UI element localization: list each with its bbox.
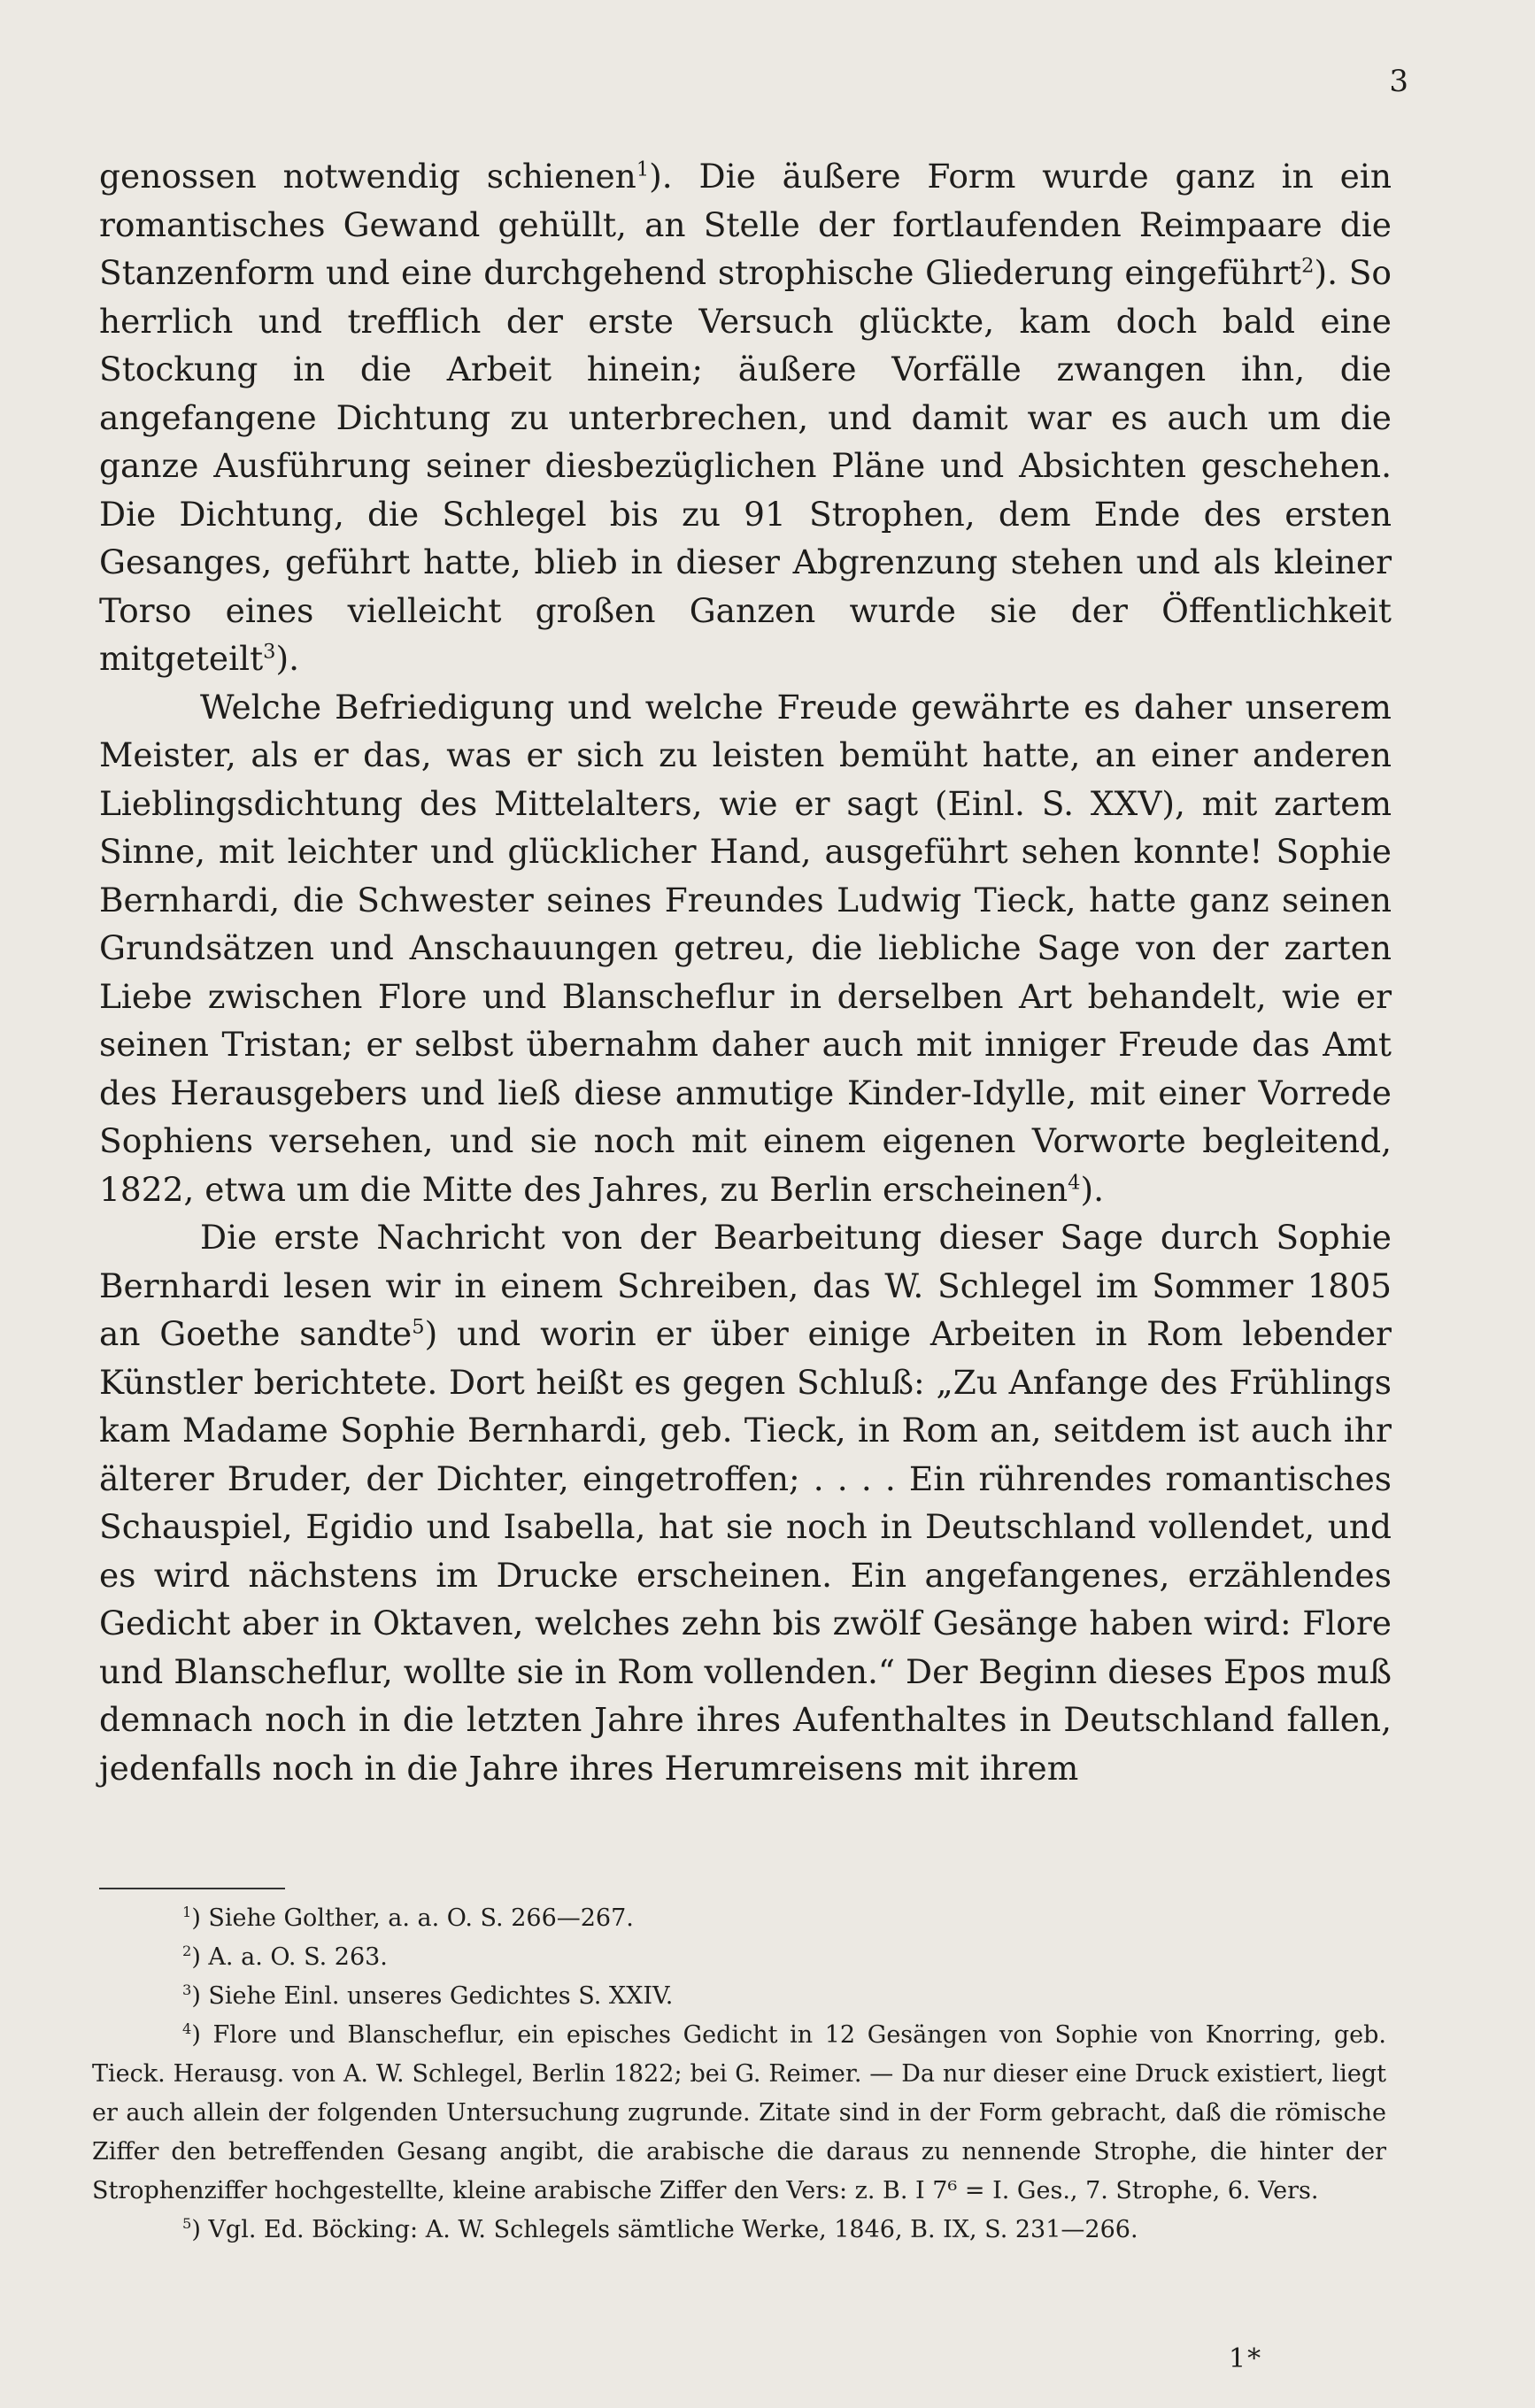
body-text xyxy=(99,152,1392,1792)
footnote-ref: 5 xyxy=(412,1315,425,1339)
footnote: $^4$) Flore und Blanscheflur, ein episches Gedicht in 12 Gesängen von Sophie von Knorring, geb. Tieck. Herausg. von A. W. Schlegel, Berlin 1822; bei G. Reimer. — Da nur dieser eine Druck existiert, liegt er auch allein der folgenden Untersuchung zugrunde. Zitate sind in der Form gebracht, daß die römische Ziffer den betreffenden Gesang angibt, die arabische die daraus zu nennende Strophe, die hinter der Strophenziffer hochgestellte, kleine arabische Ziffer den Vers: z. B. I 7⁶ = I. Ges., 7. Strophe, 6. Vers. xyxy=(92,2020,1386,2204)
paragraph: Die erste Nachricht von der Bearbeitung dieser Sage durch Sophie Bernhardi lesen wir in einem Schreiben, das W. Schlegel im Sommer 1805 an Goethe sandte$^5$) und worin er über einige Arbeiten in Rom lebender Künstler berichtete. Dort heißt es gegen Schluß: „Zu Anfange des Frühlings kam Madame Sophie Bernhardi, geb. Tieck, in Rom an, seitdem ist auch ihr älterer Bruder, der Dichter, eingetroffen; . . . . Ein rührendes romantisches Schauspiel, Egidio und Isabella, hat sie noch in Deutschland vollendet, und es wird nächstens im Drucke erscheinen. Ein angefangenes, erzählendes Gedicht aber in Oktaven, welches zehn bis zwölf Gesänge haben wird: Flore und Blanscheflur, wollte sie in Rom vollenden.“ Der Beginn dieses Epos muß demnach noch in die letzten Jahre ihres Aufenthaltes in Deutschland fallen, jedenfalls noch in die Jahre ihres Herumreisens mit ihrem xyxy=(99,1218,1392,1788)
footnote: $^3$) Siehe Einl. unseres Gedichtes S. XXIV. xyxy=(182,1981,674,2010)
paragraph: genossen notwendig schienen$^1$). Die äußere Form wurde ganz in ein romantisches Gewand gehüllt, an Stelle der fortlaufenden Reimpaare die Stanzenform und eine durchgehend strophische Gliederung eingeführt$^2$). So herrlich und trefflich der erste Versuch glückte, kam doch bald eine Stockung in die Arbeit hinein; äußere Vorfälle zwangen ihn, die angefangene Dichtung zu unterbrechen, und damit war es auch um die ganze Ausführung seiner diesbezüglichen Pläne und Absichten geschehen. Die Dichtung, die Schlegel bis zu 91 Strophen, dem Ende des ersten Gesanges, geführt hatte, blieb in dieser Abgrenzung stehen und als kleiner Torso eines vielleicht großen Ganzen wurde sie der Öffentlichkeit mitgeteilt$^3$). xyxy=(99,157,1392,678)
footnote-ref: 4 xyxy=(1068,1171,1081,1194)
footnote: $^1$) Siehe Golther, a. a. O. S. 266—267. xyxy=(182,1904,634,1932)
signature-mark: 1* xyxy=(1229,2343,1263,2374)
footnote: $^2$) A. a. O. S. 263. xyxy=(182,1943,388,1971)
footnote-ref: 3 xyxy=(263,640,276,664)
footnotes xyxy=(92,1899,1386,2250)
footnote-ref: 2 xyxy=(1301,254,1315,278)
footnote-divider xyxy=(99,1888,285,1889)
footnote-ref: 1 xyxy=(636,158,650,181)
page-number: 3 xyxy=(1389,64,1409,99)
paragraph: Welche Befriedigung und welche Freude gewährte es daher unserem Meister, als er das, was er sich zu leisten bemüht hatte, an einer anderen Lieblingsdichtung des Mittelalters, wie er sagt (Einl. S. XXV), mit zartem Sinne, mit leichter und glücklicher Hand, ausgeführt sehen konnte! Sophie Bernhardi, die Schwester seines Freundes Ludwig Tieck, hatte ganz seinen Grundsätzen und Anschauungen getreu, die liebliche Sage von der zarten Liebe zwischen Flore und Blanscheflur in derselben Art behandelt, wie er seinen Tristan; er selbst übernahm daher auch mit inniger Freude das Amt des Herausgebers und ließ diese anmutige Kinder-Idylle, mit einer Vorrede Sophiens versehen, und sie noch mit einem eigenen Vorworte begleitend, 1822, etwa um die Mitte des Jahres, zu Berlin erscheinen$^4$). xyxy=(99,687,1392,1209)
footnote: $^5$) Vgl. Ed. Böcking: A. W. Schlegels sämtliche Werke, 1846, B. IX, S. 231—266. xyxy=(182,2215,1138,2243)
